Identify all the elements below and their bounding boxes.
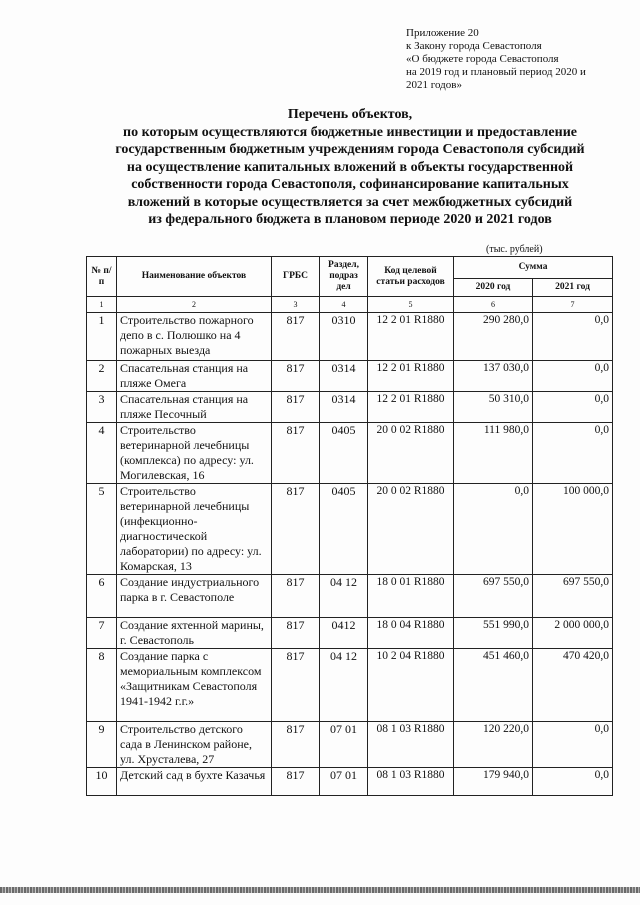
col-number: 4 — [320, 297, 368, 313]
header-sum: Сумма — [454, 257, 613, 279]
appendix-line: к Закону города Севастополя — [406, 40, 542, 52]
row-number: 3 — [87, 392, 117, 423]
title-line: по которым осуществляются бюджетные инвестиции и предоставление — [123, 124, 577, 140]
amount-2021: 0,0 — [533, 768, 613, 796]
col-number: 7 — [533, 297, 613, 313]
grbs-code: 817 — [272, 313, 320, 361]
title-line: Перечень объектов, — [287, 107, 413, 122]
grbs-code: 817 — [272, 649, 320, 722]
scan-artifact — [0, 887, 640, 893]
col-number: 1 — [87, 297, 117, 313]
column-number-row — [87, 297, 613, 313]
objects-table — [86, 256, 613, 796]
section-code: 07 01 — [320, 768, 368, 796]
title-line: из федерального бюджета в плановом периоде 2020 и 2021 годов — [148, 212, 552, 227]
section-code: 0310 — [320, 313, 368, 361]
table-row — [87, 722, 613, 768]
row-number: 10 — [87, 768, 117, 796]
header-section: Раздел, подраз дел — [320, 257, 368, 297]
object-name: Спасательная станция на пляже Песочный — [117, 392, 272, 423]
section-code: 0405 — [320, 423, 368, 484]
table-row — [87, 649, 613, 722]
appendix-line: на 2019 год и плановый период 2020 и — [406, 66, 586, 78]
row-number: 2 — [87, 361, 117, 392]
table-row — [87, 618, 613, 649]
amount-2020: 50 310,0 — [454, 392, 533, 423]
object-name: Строительство пожарного депо в с. Полюшко на 4 пожарных выезда — [117, 313, 272, 361]
title-line: на осуществление капитальных вложений в объекты государственной — [126, 159, 574, 175]
grbs-code: 817 — [272, 722, 320, 768]
object-name: Создание индустриального парка в г. Севастополе — [117, 575, 272, 618]
table-row — [87, 484, 613, 575]
object-name: Строительство детского сада в Ленинском районе, ул. Хрусталева, 27 — [117, 722, 272, 768]
grbs-code: 817 — [272, 361, 320, 392]
object-name: Спасательная станция на пляже Омега — [117, 361, 272, 392]
section-code: 0412 — [320, 618, 368, 649]
target-code: 20 0 02 R1880 — [368, 484, 454, 575]
amount-2020: 120 220,0 — [454, 722, 533, 768]
target-code: 12 2 01 R1880 — [368, 392, 454, 423]
row-number: 5 — [87, 484, 117, 575]
col-number: 6 — [454, 297, 533, 313]
col-number: 3 — [272, 297, 320, 313]
section-code: 0314 — [320, 361, 368, 392]
row-number: 8 — [87, 649, 117, 722]
object-name: Строительство ветеринарной лечебницы (комплекса) по адресу: ул. Могилевская, 16 — [117, 423, 272, 484]
table-row — [87, 361, 613, 392]
header-2020: 2020 год — [454, 279, 533, 297]
amount-2020: 179 940,0 — [454, 768, 533, 796]
target-code: 12 2 01 R1880 — [368, 361, 454, 392]
appendix-line: 2021 годов» — [406, 79, 462, 91]
grbs-code: 817 — [272, 575, 320, 618]
document-title — [60, 106, 640, 229]
units-label: (тыс. рублей) — [486, 244, 543, 255]
target-code: 08 1 03 R1880 — [368, 722, 454, 768]
amount-2021: 2 000 000,0 — [533, 618, 613, 649]
amount-2020: 290 280,0 — [454, 313, 533, 361]
row-number: 6 — [87, 575, 117, 618]
section-code: 07 01 — [320, 722, 368, 768]
appendix-reference — [406, 27, 632, 92]
table-row — [87, 575, 613, 618]
header-name: Наименование объектов — [117, 257, 272, 297]
row-number: 7 — [87, 618, 117, 649]
row-number: 9 — [87, 722, 117, 768]
header-number: № п/п — [87, 257, 117, 297]
object-name: Детский сад в бухте Казачья — [117, 768, 272, 796]
target-code: 18 0 01 R1880 — [368, 575, 454, 618]
appendix-line: «О бюджете города Севастополя — [406, 53, 559, 65]
target-code: 18 0 04 R1880 — [368, 618, 454, 649]
amount-2021: 0,0 — [533, 361, 613, 392]
section-code: 0314 — [320, 392, 368, 423]
section-code: 04 12 — [320, 649, 368, 722]
grbs-code: 817 — [272, 768, 320, 796]
section-code: 04 12 — [320, 575, 368, 618]
amount-2021: 0,0 — [533, 313, 613, 361]
object-name: Создание парка с мемориальным комплексом «Защитникам Севастополя 1941-1942 г.г.» — [117, 649, 272, 722]
amount-2020: 111 980,0 — [454, 423, 533, 484]
col-number: 2 — [117, 297, 272, 313]
row-number: 4 — [87, 423, 117, 484]
target-code: 20 0 02 R1880 — [368, 423, 454, 484]
table-row — [87, 768, 613, 796]
title-line: собственности города Севастополя, софинансирование капитальных — [131, 177, 569, 192]
grbs-code: 817 — [272, 423, 320, 484]
target-code: 12 2 01 R1880 — [368, 313, 454, 361]
amount-2021: 0,0 — [533, 722, 613, 768]
table-row — [87, 392, 613, 423]
amount-2020: 137 030,0 — [454, 361, 533, 392]
amount-2021: 470 420,0 — [533, 649, 613, 722]
grbs-code: 817 — [272, 392, 320, 423]
amount-2021: 100 000,0 — [533, 484, 613, 575]
title-line: вложений в которые осуществляется за счет межбюджетных субсидий — [127, 194, 573, 210]
grbs-code: 817 — [272, 618, 320, 649]
object-name: Создание яхтенной марины, г. Севастополь — [117, 618, 272, 649]
header-code: Код целевой статьи расходов — [368, 257, 454, 297]
amount-2021: 697 550,0 — [533, 575, 613, 618]
target-code: 08 1 03 R1880 — [368, 768, 454, 796]
amount-2020: 451 460,0 — [454, 649, 533, 722]
object-name: Строительство ветеринарной лечебницы (инфекционно-диагностической лаборатории) по адресу: ул. Комарская, 13 — [117, 484, 272, 575]
amount-2021: 0,0 — [533, 423, 613, 484]
appendix-line: Приложение 20 — [406, 27, 479, 39]
amount-2020: 551 990,0 — [454, 618, 533, 649]
amount-2021: 0,0 — [533, 392, 613, 423]
grbs-code: 817 — [272, 484, 320, 575]
target-code: 10 2 04 R1880 — [368, 649, 454, 722]
section-code: 0405 — [320, 484, 368, 575]
row-number: 1 — [87, 313, 117, 361]
col-number: 5 — [368, 297, 454, 313]
table-row — [87, 313, 613, 361]
title-line: государственным бюджетным учреждениям города Севастополя субсидий — [115, 142, 585, 157]
amount-2020: 0,0 — [454, 484, 533, 575]
header-2021: 2021 год — [533, 279, 613, 297]
table-row — [87, 423, 613, 484]
header-grbs: ГРБС — [272, 257, 320, 297]
amount-2020: 697 550,0 — [454, 575, 533, 618]
